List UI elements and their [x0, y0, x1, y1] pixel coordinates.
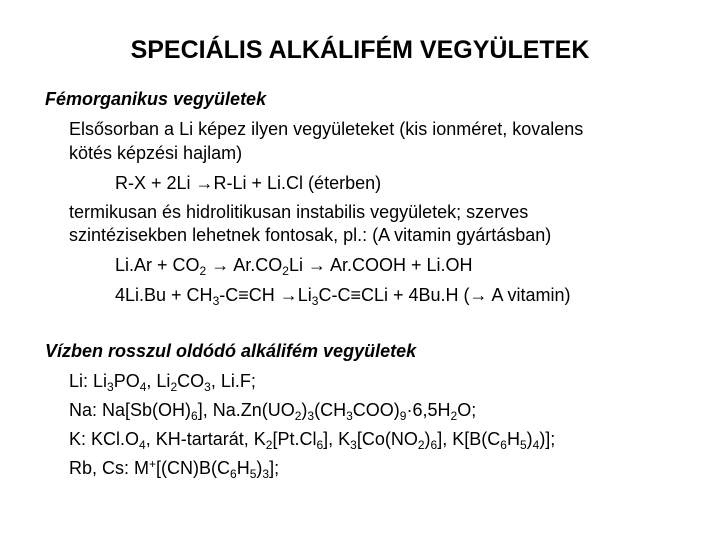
reaction-line-2: $Li.Ar + CO_2 \to Ar.CO_2Li$ → Ar.COOH + Li.OH [115, 255, 473, 278]
reaction-line-3: $4Li.Bu + CH_3-C\equiv CH \to Li_3C-C\equiv CLi + 4Bu.H$ (→ A vitamin) [115, 285, 571, 308]
section-heading-insoluble: Vízben rosszul oldódó alkálifém vegyületek [45, 341, 417, 361]
note-line-2: szintézisekben lehetnek fontosak, pl.: (A vitamin gyártásban) [69, 225, 552, 245]
potassium-compounds-line: K: $KCl.O_4$, KH-tartarát, $K_2[Pt.Cl_6]$, $K_3[Co(NO_2)_6]$, $K[B(C_6H_5)_4)$]; [69, 429, 556, 452]
rubidium-cesium-compounds-line: Rb, Cs: $M^+[(CN)B(C_6H_5)_3]$; [69, 457, 280, 481]
section-heading-organometallic: Fémorganikus vegyületek [45, 89, 267, 109]
note-line-1: termikusan és hidrolitikusan instabilis vegyületek; szerves [69, 202, 529, 222]
reaction-line-1: R-X + 2Li →R-Li + Li.Cl (éterben) [115, 173, 382, 193]
intro-line-1: Elsősorban a Li képez ilyen vegyületeket (kis ionméret, kovalens [69, 119, 584, 139]
sodium-compounds-line: Na: $Na[Sb(OH)_6]$, $Na.Zn(UO_2)_3(CH_3COO)_9\cdot 6,5H_2O$; [69, 400, 477, 423]
lithium-compounds-line: Li: $Li_3PO_4$, $Li_2CO_3$, Li.F; [69, 371, 256, 394]
page-title: SPECIÁLIS ALKÁLIFÉM VEGYÜLETEK [130, 36, 590, 64]
intro-line-2: kötés képzési hajlam) [69, 143, 243, 163]
